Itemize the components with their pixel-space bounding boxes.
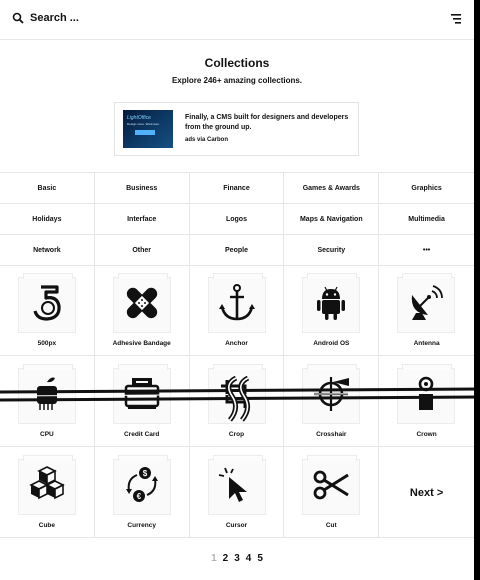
- collection-antenna[interactable]: [379, 265, 474, 355]
- category-security[interactable]: Security: [284, 235, 379, 265]
- break-squiggle: [218, 376, 258, 422]
- antenna-icon: [406, 283, 446, 323]
- category-holidays[interactable]: Holidays: [0, 204, 95, 234]
- category-multimedia[interactable]: Multimedia: [408, 215, 445, 223]
- collection-label: Anchor: [225, 340, 248, 347]
- page-1-link[interactable]: 1: [211, 553, 217, 564]
- page-subtitle: Explore 246+ amazing collections.: [171, 76, 303, 85]
- page-3-link[interactable]: 3: [234, 553, 240, 564]
- category-people[interactable]: People: [190, 235, 285, 265]
- category-row: [0, 204, 474, 235]
- collection-cube[interactable]: [0, 447, 95, 537]
- collection-label: 500px: [37, 340, 57, 347]
- collection-label: Adhesive Bandage: [112, 340, 171, 347]
- next-page-link[interactable]: Next >: [409, 487, 444, 499]
- collection-label: Credit Card: [123, 431, 160, 438]
- collection-row: [0, 265, 474, 356]
- collection-label: Crosshair: [316, 431, 347, 438]
- category-other[interactable]: Other: [95, 235, 190, 265]
- next-page-cell[interactable]: [379, 447, 474, 537]
- collection-currency[interactable]: [95, 447, 190, 537]
- collection-label: Crop: [228, 431, 245, 438]
- header-bar: [0, 0, 474, 40]
- category-row: [0, 235, 474, 266]
- collection-label: Currency: [127, 522, 156, 529]
- cursor-icon: [217, 465, 257, 505]
- anchor-icon: [217, 283, 257, 323]
- page-2-link[interactable]: 2: [222, 553, 229, 564]
- category-menu: [0, 172, 474, 266]
- cut-icon: [311, 465, 351, 505]
- pagination: [0, 553, 474, 564]
- android-icon: [311, 283, 351, 323]
- ad-tagline: Design more. Work less.: [127, 122, 160, 126]
- ad-trial-button: [135, 130, 155, 135]
- category-network[interactable]: Network: [0, 235, 95, 265]
- adhesive-bandage-icon: [122, 283, 162, 323]
- page-4-link[interactable]: 4: [245, 553, 252, 564]
- currency-icon: [122, 465, 162, 505]
- svg-text:$: $: [142, 469, 148, 478]
- category-interface[interactable]: Interface: [95, 204, 190, 234]
- carbon-ad[interactable]: [114, 102, 359, 156]
- collection-label: Crown: [416, 431, 437, 438]
- collection-label: Cursor: [225, 522, 248, 529]
- filter-icon[interactable]: [450, 13, 462, 25]
- category-business[interactable]: Business: [95, 173, 190, 203]
- category-basic[interactable]: Basic: [0, 173, 95, 203]
- collection-android-os[interactable]: [284, 265, 379, 355]
- collection-adhesive-bandage[interactable]: [95, 265, 190, 355]
- collection-row: [0, 447, 474, 538]
- page-edge-bar: [474, 0, 480, 580]
- collection-cursor[interactable]: [190, 447, 285, 537]
- collection-500px[interactable]: [0, 265, 95, 355]
- collection-anchor[interactable]: [190, 265, 285, 355]
- collection-label: CPU: [40, 431, 54, 438]
- page-title: Collections: [204, 56, 270, 70]
- svg-text:€: €: [136, 492, 142, 501]
- collection-label: Cut: [325, 522, 337, 529]
- search-input[interactable]: Search ...: [30, 12, 79, 24]
- collection-label: Android OS: [313, 340, 350, 347]
- collection-label: Cube: [38, 522, 56, 529]
- category-finance[interactable]: Finance: [190, 173, 285, 203]
- cube-icon: [27, 465, 67, 505]
- collection-cut[interactable]: [284, 447, 379, 537]
- category-more[interactable]: •••: [422, 246, 431, 254]
- ad-text[interactable]: Finally, a CMS built for designers and developers from the ground up.: [185, 114, 349, 131]
- category-games-awards[interactable]: Games & Awards: [284, 173, 379, 203]
- category-graphics[interactable]: Graphics: [411, 184, 442, 192]
- category-logos[interactable]: Logos: [190, 204, 285, 234]
- category-row: [0, 173, 474, 204]
- search-icon[interactable]: [12, 12, 24, 24]
- ad-image[interactable]: [123, 110, 173, 148]
- page-5-link[interactable]: 5: [257, 553, 263, 564]
- collection-label: Antenna: [413, 340, 440, 347]
- category-maps-navigation[interactable]: Maps & Navigation: [284, 204, 379, 234]
- 500px-icon: [27, 283, 67, 323]
- ad-brand: LightOffice: [127, 115, 151, 121]
- ad-via-link[interactable]: ads via Carbon: [185, 137, 229, 143]
